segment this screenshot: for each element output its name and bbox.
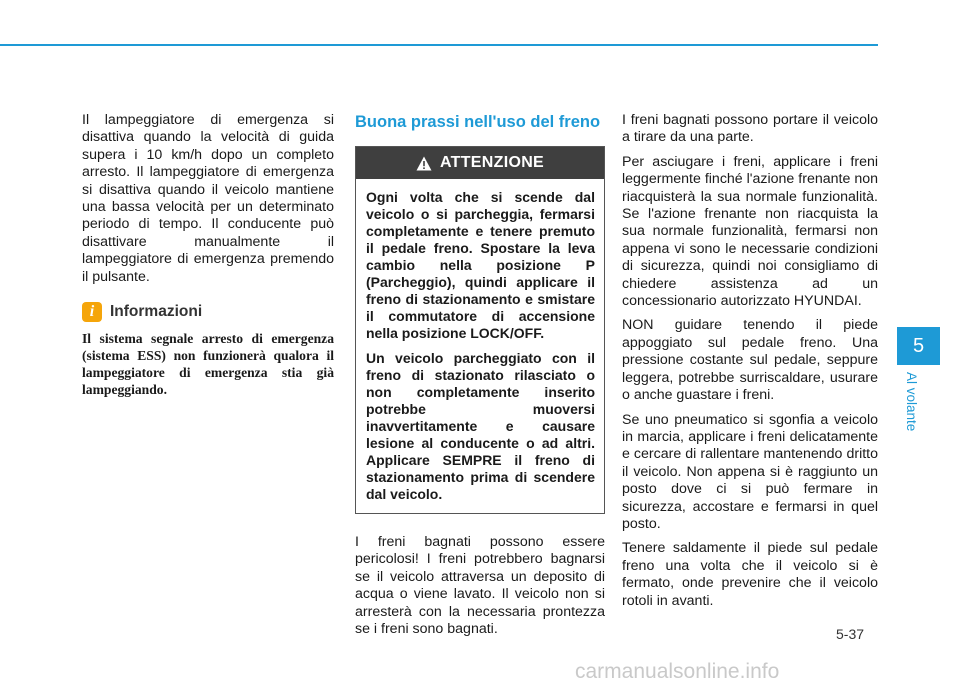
warning-paragraph: Ogni volta che si scende dal veicolo o si parcheggia, fermarsi completamente e tenere premuto il pedale freno. Spostare la leva cambio nella posizione P (Parcheggio), quindi applicare il freno di stazionamento e smistare il commutatore di accensione nella posizione LOCK/OFF. xyxy=(366,189,595,341)
page-number: 5-37 xyxy=(836,626,865,642)
body-paragraph: NON guidare tenendo il piede appoggiato sul pedale freno. Una pressione costante sul pedale, seppure leggera, potrebbe surriscaldare, usurare o anche guastare i freni. xyxy=(622,317,878,404)
info-text: Il sistema segnale arresto di emergenza (sistema ESS) non funzionerà qualora il lampeggiatore di emergenza stia già lampeggiando. xyxy=(82,331,334,398)
watermark: carmanualsonline.info xyxy=(575,660,780,683)
body-paragraph: I freni bagnati possono portare il veicolo a tirare da una parte. xyxy=(622,112,878,146)
middle-column xyxy=(355,112,605,638)
hazard-lamp-paragraph: Il lampeggiatore di emergenza si disattiva quando la velocità di guida supera i 10 km/h dopo un completo arresto. Il lampeggiatore di emergenza si disattiva quando il veicolo mantiene una bassa velocità per un determinato periodo di tempo. Il conducente può disattivare manualmente il lampeggiatore di emergenza premendo il pulsante. xyxy=(82,112,334,285)
right-column xyxy=(622,112,878,617)
warning-header xyxy=(356,147,604,179)
top-rule xyxy=(0,44,878,46)
left-column xyxy=(82,112,334,398)
body-paragraph: Se uno pneumatico si sgonfia a veicolo in marcia, applicare i freni delicatamente e cercare di rallentare mantenendo dritto il veicolo. Non appena si è raggiunto un posto dove ci si può fermare in sicurezza, accostare e fermarsi in quel posto. xyxy=(622,411,878,532)
body-paragraph: Tenere saldamente il piede sul pedale freno una volta che il veicolo si è fermato, onde prevenire che il veicolo rotoli in avanti. xyxy=(622,540,878,609)
wet-brakes-paragraph: I freni bagnati possono essere pericolosi! I freni potrebbero bagnarsi se il veicolo attraversa un deposito di acqua o viene lavato. Il veicolo non si arresterà con la necessaria prontezza se i freni sono bagnati. xyxy=(355,534,605,638)
info-title: Informazioni xyxy=(110,303,203,321)
chapter-number-tab: 5 xyxy=(897,327,940,365)
body-paragraph: Per asciugare i freni, applicare i freni leggermente finché l'azione frenante non riacquisterà la sua normale funzionalità. Se l'azione frenante non riacquista la sua normale funzionalità, fermarsi non appena vi sono le necessarie condizioni di sicurezza, quindi noi consigliamo di chiedere assistenza ad un concessionario autorizzato HYUNDAI. xyxy=(622,153,878,310)
warning-title: ATTENZIONE xyxy=(439,154,545,171)
info-icon: i xyxy=(82,302,102,322)
section-title: Buona prassi nell'uso del freno xyxy=(355,113,601,131)
info-header xyxy=(82,302,334,322)
warning-paragraph: Un veicolo parcheggiato con il freno di stazionato rilasciato o non completamente inserito potrebbe muoversi inavvertitamente e causare lesione al conducente o ad altri. Applicare SEMPRE il freno di stazionamento prima di scendere dal veicolo. xyxy=(366,350,595,502)
warning-triangle-icon xyxy=(416,156,432,171)
warning-box xyxy=(355,146,605,514)
chapter-label: Al volante xyxy=(904,372,919,432)
warning-body xyxy=(356,179,604,513)
